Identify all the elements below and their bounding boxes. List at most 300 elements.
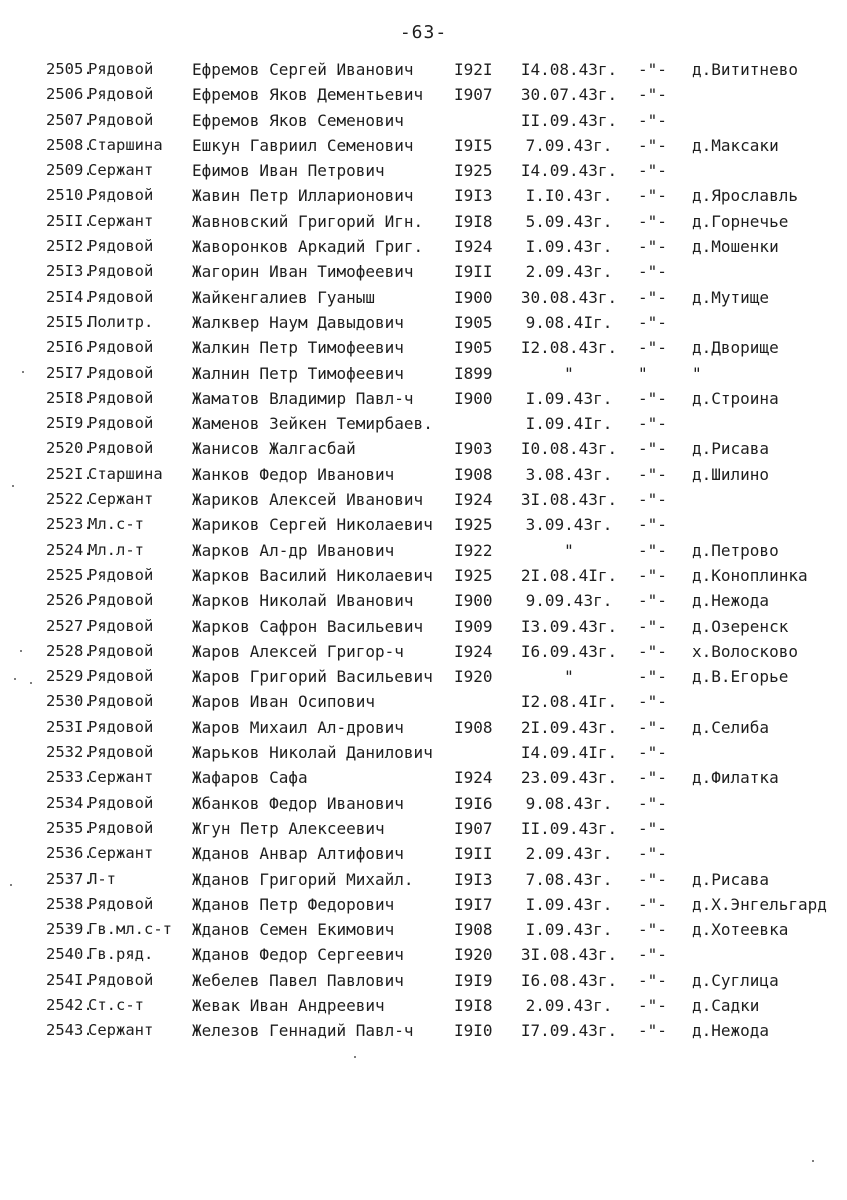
ditto-mark: -"- — [638, 565, 667, 585]
burial-place: д.Филатка — [692, 768, 779, 788]
record-number: 2538. — [46, 894, 93, 913]
ditto-mark: -"- — [638, 464, 667, 484]
birth-year: I907 — [454, 85, 493, 105]
death-date: 9.08.4Iг. — [525, 312, 613, 332]
full-name: Жаров Михаил Ал-дрович — [192, 717, 404, 737]
military-rank: Сержант — [88, 490, 154, 509]
ditto-mark: -"- — [638, 995, 667, 1015]
death-date: II.09.43г. — [520, 110, 618, 130]
death-date: " — [564, 667, 574, 687]
birth-year: I900 — [454, 388, 493, 408]
record-number: 2535. — [46, 818, 93, 837]
full-name: Жаворонков Аркадий Григ. — [192, 237, 424, 257]
military-rank: Ст.с-т — [88, 995, 144, 1014]
military-rank: Гв.ряд. — [88, 945, 154, 964]
record-number: 2522. — [46, 490, 93, 509]
burial-place: д.Мошенки — [692, 237, 779, 257]
ditto-mark: -"- — [638, 490, 667, 510]
table-row — [0, 411, 847, 436]
burial-place: д.Суглица — [692, 970, 779, 990]
death-date: 3.09.43г. — [525, 515, 613, 535]
military-rank: Рядовой — [88, 818, 154, 837]
military-rank: Рядовой — [88, 616, 154, 635]
table-row — [0, 310, 847, 335]
death-date: 2.09.43г. — [525, 262, 613, 282]
full-name: Жаров Алексей Григор-ч — [192, 641, 404, 661]
birth-year: I9I6 — [454, 793, 493, 813]
birth-year: I9I7 — [454, 894, 493, 914]
military-rank: Рядовой — [88, 85, 154, 104]
death-date: 3.08.43г. — [525, 464, 613, 484]
record-number: 2530. — [46, 692, 93, 711]
record-number: 2507. — [46, 110, 93, 129]
record-number: 2509. — [46, 161, 93, 180]
full-name: Жариков Алексей Иванович — [192, 490, 424, 510]
table-row — [0, 942, 847, 967]
ditto-mark: -"- — [638, 591, 667, 611]
death-date: I2.08.4Iг. — [520, 692, 618, 712]
birth-year: I92I — [454, 60, 493, 79]
record-number: 2510. — [46, 186, 93, 205]
table-row — [0, 867, 847, 892]
burial-list — [0, 57, 847, 1044]
scan-speck — [812, 1160, 814, 1162]
military-rank: Рядовой — [88, 692, 154, 711]
table-row — [0, 1018, 847, 1043]
record-number: 2532. — [46, 743, 93, 762]
birth-year: I908 — [454, 464, 493, 484]
death-date: " — [564, 363, 574, 383]
full-name: Ефимов Иван Петрович — [192, 161, 385, 181]
table-row — [0, 57, 847, 82]
record-number: 254I. — [46, 970, 93, 989]
death-date: 3I.08.43г. — [520, 490, 618, 510]
birth-year: I905 — [454, 338, 493, 358]
record-number: 2525. — [46, 565, 93, 584]
ditto-mark: -"- — [638, 920, 667, 940]
military-rank: Рядовой — [88, 667, 154, 686]
military-rank: Рядовой — [88, 60, 154, 78]
death-date: 7.08.43г. — [525, 869, 613, 889]
death-date: 30.08.43г. — [520, 287, 618, 307]
record-number: 2529. — [46, 667, 93, 686]
table-row — [0, 816, 847, 841]
burial-place: д.Озеренск — [692, 616, 789, 636]
ditto-mark: -"- — [638, 85, 667, 105]
full-name: Жавин Петр Илларионович — [192, 186, 414, 206]
record-number: 25II. — [46, 211, 93, 230]
military-rank: Л-т — [88, 869, 116, 888]
birth-year: I905 — [454, 312, 493, 332]
military-rank: Сержант — [88, 844, 154, 863]
ditto-mark: -"- — [638, 844, 667, 864]
full-name: Жалквер Наум Давыдович — [192, 312, 404, 332]
scan-speck — [14, 678, 16, 680]
record-number: 2540. — [46, 945, 93, 964]
scan-speck — [12, 485, 14, 487]
table-row — [0, 209, 847, 234]
ditto-mark: -"- — [638, 641, 667, 661]
death-date: I.09.43г. — [525, 920, 613, 940]
full-name: Жарьков Николай Данилович — [192, 743, 433, 763]
full-name: Жгун Петр Алексеевич — [192, 818, 385, 838]
record-number: 2527. — [46, 616, 93, 635]
ditto-mark: -"- — [638, 945, 667, 965]
military-rank: Рядовой — [88, 717, 154, 736]
record-number: 2543. — [46, 1021, 93, 1040]
ditto-mark: -"- — [638, 312, 667, 332]
military-rank: Рядовой — [88, 388, 154, 407]
death-date: 2.09.43г. — [525, 995, 613, 1015]
birth-year: I9I8 — [454, 995, 493, 1015]
birth-year: I920 — [454, 945, 493, 965]
military-rank: Рядовой — [88, 894, 154, 913]
record-number: 25I9. — [46, 414, 93, 433]
ditto-mark: -"- — [638, 60, 667, 79]
table-row — [0, 512, 847, 537]
military-rank: Рядовой — [88, 186, 154, 205]
table-row — [0, 335, 847, 360]
table-row — [0, 285, 847, 310]
military-rank: Сержант — [88, 768, 154, 787]
scan-speck — [30, 682, 32, 684]
ditto-mark: -"- — [638, 970, 667, 990]
table-row — [0, 361, 847, 386]
military-rank: Мл.с-т — [88, 515, 144, 534]
death-date: I6.08.43г. — [520, 970, 618, 990]
burial-place: д.Максаки — [692, 135, 779, 155]
ditto-mark: -"- — [638, 717, 667, 737]
birth-year: I9I0 — [454, 1021, 493, 1041]
burial-place: д.Вититнево — [692, 60, 798, 79]
ditto-mark: -"- — [638, 388, 667, 408]
death-date: II.09.43г. — [520, 818, 618, 838]
ditto-mark: -"- — [638, 515, 667, 535]
table-row — [0, 740, 847, 765]
full-name: Жагорин Иван Тимофеевич — [192, 262, 414, 282]
record-number: 2536. — [46, 844, 93, 863]
table-row — [0, 82, 847, 107]
full-name: Жданов Петр Федорович — [192, 894, 395, 914]
ditto-mark: -"- — [638, 110, 667, 130]
ditto-mark: -"- — [638, 338, 667, 358]
table-row — [0, 917, 847, 942]
ditto-mark: -"- — [638, 237, 667, 257]
burial-place: д.Селиба — [692, 717, 770, 737]
full-name: Ефремов Сергей Иванович — [192, 60, 414, 79]
burial-place: " — [692, 363, 702, 383]
table-row — [0, 614, 847, 639]
record-number: 2523. — [46, 515, 93, 534]
full-name: Жданов Федор Сергеевич — [192, 945, 404, 965]
birth-year: I920 — [454, 667, 493, 687]
table-row — [0, 689, 847, 714]
death-date: I.09.43г. — [525, 237, 613, 257]
birth-year: I9I3 — [454, 186, 493, 206]
death-date: I.09.43г. — [525, 894, 613, 914]
death-date: I.09.43г. — [525, 388, 613, 408]
military-rank: Рядовой — [88, 262, 154, 281]
death-date: I0.08.43г. — [520, 439, 618, 459]
death-date: 7.09.43г. — [525, 135, 613, 155]
birth-year: I922 — [454, 540, 493, 560]
ditto-mark: -"- — [638, 287, 667, 307]
birth-year: I9I9 — [454, 970, 493, 990]
military-rank: Рядовой — [88, 110, 154, 129]
death-date: I.09.4Iг. — [525, 414, 613, 434]
full-name: Жебелев Павел Павлович — [192, 970, 404, 990]
table-row — [0, 133, 847, 158]
full-name: Жаров Иван Осипович — [192, 692, 376, 712]
birth-year: I903 — [454, 439, 493, 459]
table-row — [0, 588, 847, 613]
ditto-mark: -"- — [638, 793, 667, 813]
ditto-mark: -"- — [638, 211, 667, 231]
ditto-mark: -"- — [638, 1021, 667, 1041]
record-number: 2542. — [46, 995, 93, 1014]
table-row — [0, 158, 847, 183]
scan-speck — [354, 1056, 356, 1058]
burial-place: д.Садки — [692, 995, 760, 1015]
full-name: Жарков Николай Иванович — [192, 591, 414, 611]
ditto-mark: -"- — [638, 692, 667, 712]
military-rank: Рядовой — [88, 641, 154, 660]
table-row — [0, 108, 847, 133]
birth-year: I9I5 — [454, 135, 493, 155]
record-number: 25I8. — [46, 388, 93, 407]
record-number: 2528. — [46, 641, 93, 660]
burial-place: д.Горнечье — [692, 211, 789, 231]
birth-year: I925 — [454, 515, 493, 535]
record-number: 252I. — [46, 464, 93, 483]
full-name: Жайкенгалиев Гуаныш — [192, 287, 376, 307]
full-name: Железов Геннадий Павл-ч — [192, 1021, 414, 1041]
burial-place: д.Шилино — [692, 464, 770, 484]
table-row — [0, 462, 847, 487]
death-date: I4.09.43г. — [520, 161, 618, 181]
birth-year: I908 — [454, 920, 493, 940]
military-rank: Старшина — [88, 464, 163, 483]
birth-year: I924 — [454, 641, 493, 661]
death-date: 23.09.43г. — [520, 768, 618, 788]
full-name: Жарков Василий Николаевич — [192, 565, 433, 585]
record-number: 2520. — [46, 439, 93, 458]
record-number: 2533. — [46, 768, 93, 787]
birth-year: I925 — [454, 565, 493, 585]
full-name: Жалкин Петр Тимофеевич — [192, 338, 404, 358]
burial-place: д.Х.Энгельгард — [692, 894, 827, 914]
birth-year: I924 — [454, 237, 493, 257]
death-date: I7.09.43г. — [520, 1021, 618, 1041]
death-date: 3I.08.43г. — [520, 945, 618, 965]
death-date: 9.08.43г. — [525, 793, 613, 813]
table-row — [0, 968, 847, 993]
full-name: Жанисов Жалгасбай — [192, 439, 356, 459]
full-name: Жаменов Зейкен Темирбаев. — [192, 414, 433, 434]
military-rank: Рядовой — [88, 414, 154, 433]
birth-year: I9II — [454, 262, 493, 282]
military-rank: Рядовой — [88, 237, 154, 256]
record-number: 25I3. — [46, 262, 93, 281]
ditto-mark: -"- — [638, 186, 667, 206]
record-number: 25I4. — [46, 287, 93, 306]
military-rank: Старшина — [88, 135, 163, 154]
death-date: I.I0.43г. — [525, 186, 613, 206]
birth-year: I9I8 — [454, 211, 493, 231]
death-date: 2I.08.4Iг. — [520, 565, 618, 585]
birth-year: I909 — [454, 616, 493, 636]
record-number: 2534. — [46, 793, 93, 812]
military-rank: Рядовой — [88, 338, 154, 357]
death-date: 9.09.43г. — [525, 591, 613, 611]
death-date: 2I.09.43г. — [520, 717, 618, 737]
burial-place: д.Ярославль — [692, 186, 798, 206]
burial-place: д.Дворище — [692, 338, 779, 358]
death-date: I6.09.43г. — [520, 641, 618, 661]
record-number: 253I. — [46, 717, 93, 736]
ditto-mark: -"- — [638, 743, 667, 763]
ditto-mark: -"- — [638, 667, 667, 687]
table-row — [0, 791, 847, 816]
full-name: Жанков Федор Иванович — [192, 464, 395, 484]
ditto-mark: -"- — [638, 161, 667, 181]
ditto-mark: -"- — [638, 818, 667, 838]
ditto-mark: -"- — [638, 616, 667, 636]
burial-place: д.Нежода — [692, 591, 770, 611]
table-row — [0, 892, 847, 917]
table-row — [0, 487, 847, 512]
record-number: 2506. — [46, 85, 93, 104]
full-name: Жавновский Григорий Игн. — [192, 211, 424, 231]
death-date: I3.09.43г. — [520, 616, 618, 636]
military-rank: Рядовой — [88, 793, 154, 812]
burial-place: д.Петрово — [692, 540, 779, 560]
birth-year: I900 — [454, 591, 493, 611]
full-name: Ефремов Яков Семенович — [192, 110, 404, 130]
table-row — [0, 841, 847, 866]
full-name: Жаматов Владимир Павл-ч — [192, 388, 414, 408]
military-rank: Сержант — [88, 161, 154, 180]
full-name: Жарков Сафрон Васильевич — [192, 616, 424, 636]
military-rank: Мл.л-т — [88, 540, 144, 559]
burial-place: х.Волосково — [692, 641, 798, 661]
full-name: Жалнин Петр Тимофеевич — [192, 363, 404, 383]
full-name: Ешкун Гавриил Семенович — [192, 135, 414, 155]
record-number: 2526. — [46, 591, 93, 610]
death-date: 2.09.43г. — [525, 844, 613, 864]
burial-place: д.В.Егорье — [692, 667, 789, 687]
record-number: 25I7. — [46, 363, 93, 382]
scan-speck — [20, 650, 22, 652]
full-name: Жданов Григорий Михайл. — [192, 869, 414, 889]
military-rank: Рядовой — [88, 565, 154, 584]
death-date: " — [564, 540, 574, 560]
ditto-mark: -"- — [638, 135, 667, 155]
birth-year: I9II — [454, 844, 493, 864]
ditto-mark: -"- — [638, 439, 667, 459]
table-row — [0, 664, 847, 689]
military-rank: Рядовой — [88, 363, 154, 382]
burial-place: д.Рисава — [692, 439, 770, 459]
burial-place: д.Рисава — [692, 869, 770, 889]
burial-place: д.Нежода — [692, 1021, 770, 1041]
birth-year: I9I3 — [454, 869, 493, 889]
death-date: I4.09.4Iг. — [520, 743, 618, 763]
table-row — [0, 639, 847, 664]
burial-place: д.Мутище — [692, 287, 770, 307]
birth-year: I924 — [454, 768, 493, 788]
military-rank: Рядовой — [88, 743, 154, 762]
record-number: 2524. — [46, 540, 93, 559]
burial-place: д.Строина — [692, 388, 779, 408]
page-number: -63- — [399, 22, 448, 43]
military-rank: Сержант — [88, 211, 154, 230]
full-name: Жбанков Федор Иванович — [192, 793, 404, 813]
full-name: Ефремов Яков Дементьевич — [192, 85, 424, 105]
record-number: 2508. — [46, 135, 93, 154]
death-date: 5.09.43г. — [525, 211, 613, 231]
table-row — [0, 183, 847, 208]
full-name: Жафаров Сафа — [192, 768, 308, 788]
full-name: Жданов Анвар Алтифович — [192, 844, 404, 864]
military-rank: Рядовой — [88, 591, 154, 610]
military-rank: Рядовой — [88, 439, 154, 458]
birth-year: I925 — [454, 161, 493, 181]
full-name: Жариков Сергей Николаевич — [192, 515, 433, 535]
table-row — [0, 563, 847, 588]
birth-year: I900 — [454, 287, 493, 307]
table-row — [0, 386, 847, 411]
birth-year: I924 — [454, 490, 493, 510]
ditto-mark: -"- — [638, 768, 667, 788]
table-row — [0, 259, 847, 284]
ditto-mark: -"- — [638, 262, 667, 282]
full-name: Жданов Семен Екимович — [192, 920, 395, 940]
death-date: I4.08.43г. — [520, 60, 618, 79]
full-name: Жарков Ал-др Иванович — [192, 540, 395, 560]
table-row — [0, 765, 847, 790]
record-number: 2537. — [46, 869, 93, 888]
scan-speck — [22, 371, 24, 373]
burial-place: д.Хотеевка — [692, 920, 789, 940]
military-rank: Политр. — [88, 312, 154, 331]
record-number: 2505. — [46, 60, 93, 78]
table-row — [0, 436, 847, 461]
full-name: Жаров Григорий Васильевич — [192, 667, 433, 687]
table-row — [0, 715, 847, 740]
ditto-mark: " — [638, 363, 648, 383]
ditto-mark: -"- — [638, 414, 667, 434]
table-row — [0, 993, 847, 1018]
death-date: I2.08.43г. — [520, 338, 618, 358]
record-number: 25I2. — [46, 237, 93, 256]
record-number: 25I6. — [46, 338, 93, 357]
record-number: 25I5. — [46, 312, 93, 331]
birth-year: I907 — [454, 818, 493, 838]
military-rank: Рядовой — [88, 970, 154, 989]
table-row — [0, 538, 847, 563]
table-row — [0, 234, 847, 259]
military-rank: Рядовой — [88, 287, 154, 306]
ditto-mark: -"- — [638, 894, 667, 914]
ditto-mark: -"- — [638, 540, 667, 560]
full-name: Жевак Иван Андреевич — [192, 995, 385, 1015]
birth-year: I908 — [454, 717, 493, 737]
ditto-mark: -"- — [638, 869, 667, 889]
death-date: 30.07.43г. — [520, 85, 618, 105]
military-rank: Сержант — [88, 1021, 154, 1040]
record-number: 2539. — [46, 920, 93, 939]
